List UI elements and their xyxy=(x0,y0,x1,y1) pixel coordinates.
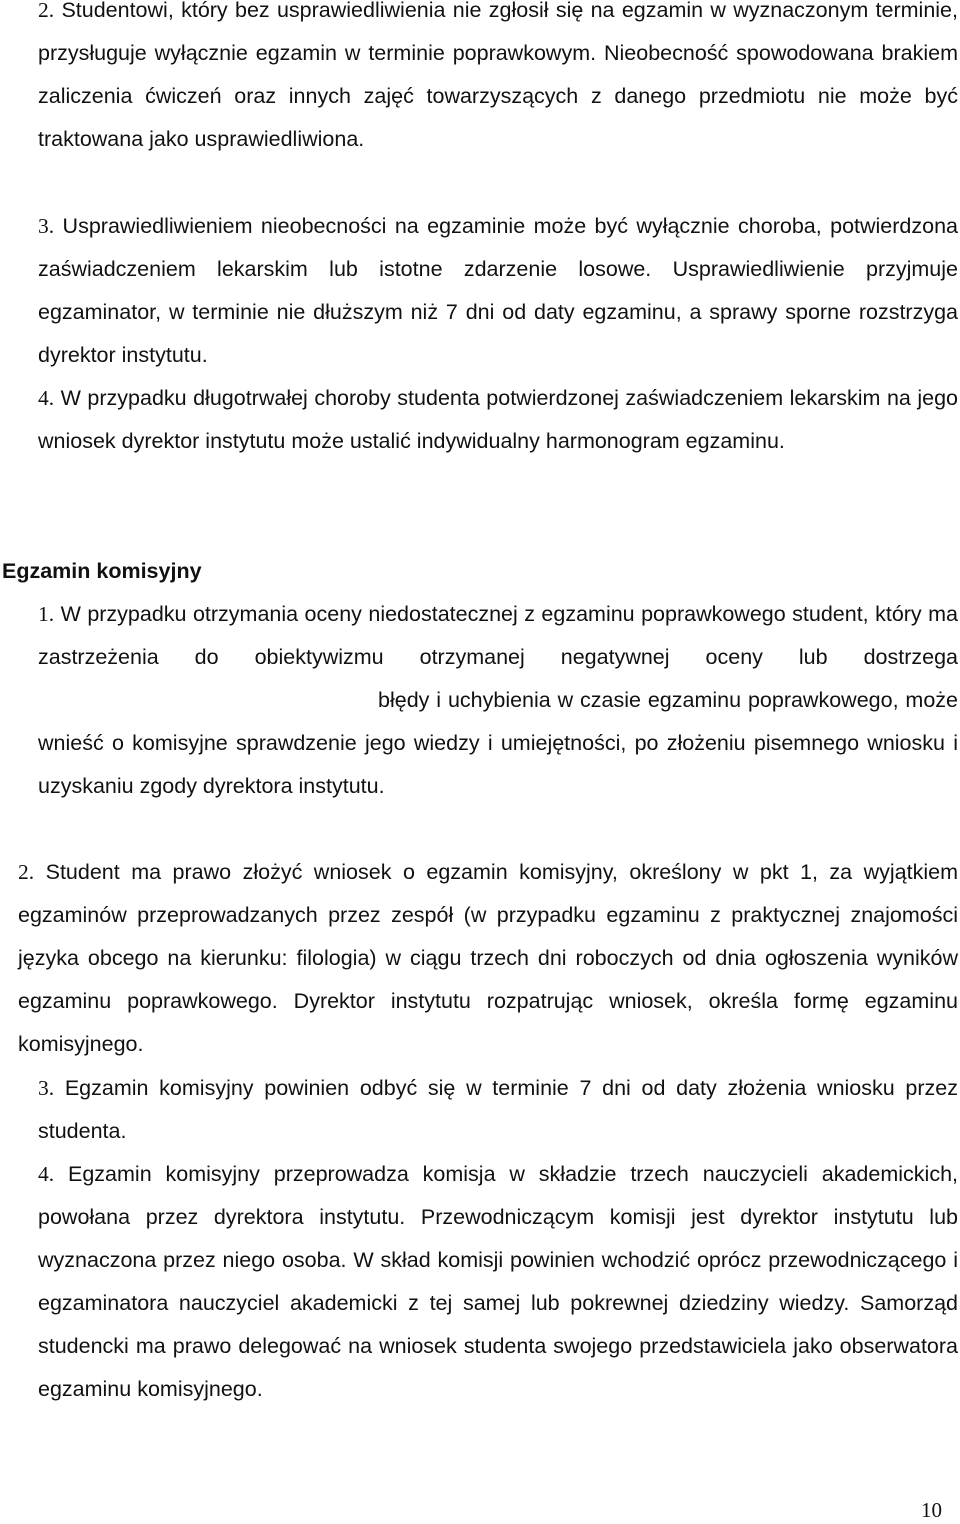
paragraph-number: 2. xyxy=(18,860,35,884)
paragraph-text: Student ma prawo złożyć wniosek o egzamin komisyjny, określony w pkt 1, za wyjątkiem egzaminów przeprowadzanych przez zespół (w przypadku egzaminu z praktycznej znajomości języka obcego na kierunku: filologia) w ciągu trzech dni roboczych od dnia ogłoszenia wyników egzaminu poprawkowego. Dyrektor instytutu rozpatrując wniosek, określa formę egzaminu komisyjnego. xyxy=(18,860,958,1056)
paragraph-number: 4. xyxy=(38,1162,55,1186)
section-heading: Egzamin komisyjny xyxy=(2,559,202,583)
page-number: 10 xyxy=(921,1498,942,1522)
paragraph-3 xyxy=(38,205,958,377)
commission-paragraph-4 xyxy=(38,1153,958,1411)
paragraph-text: i uchybienia w czasie egzaminu poprawkowego, może wnieść o komisyjne sprawdzenie jego wiedzy i umiejętności, po złożeniu pisemnego wniosku i uzyskaniu zgody dyrektora instytutu. xyxy=(38,688,958,798)
paragraph-text: Studentowi, który bez usprawiedliwienia nie zgłosił się na egzamin w wyznaczonym terminie, przysługuje wyłącznie egzamin w terminie poprawkowym. Nieobecność spowodowana brakiem zaliczenia ćwiczeń oraz innych zajęć towarzyszących z danego przedmiotu nie może być traktowana jako usprawiedliwiona. xyxy=(38,0,958,151)
paragraph-text: W przypadku otrzymania oceny niedostatecznej z egzaminu poprawkowego student, który ma zastrzeżenia do obiektywizmu otrzymanej negatywnej oceny lub dostrzega xyxy=(38,602,958,669)
paragraph-number: 4. xyxy=(38,386,55,410)
paragraph-2 xyxy=(38,0,958,161)
commission-paragraph-3 xyxy=(38,1067,958,1153)
paragraph-number: 3. xyxy=(38,1076,55,1100)
paragraph-4 xyxy=(38,377,958,463)
paragraph-text: W przypadku długotrwałej choroby studenta potwierdzonej zaświadczeniem lekarskim na jego wniosek dyrektor instytutu może ustalić indywidualny harmonogram egzaminu. xyxy=(38,386,958,453)
paragraph-number: 3. xyxy=(38,214,55,238)
commission-paragraph-1 xyxy=(38,593,958,808)
paragraph-text: Egzamin komisyjny powinien odbyć się w terminie 7 dni od daty złożenia wniosku przez studenta. xyxy=(38,1076,958,1143)
paragraph-number: 1. xyxy=(38,602,55,626)
paragraph-text: Usprawiedliwieniem nieobecności na egzaminie może być wyłącznie choroba, potwierdzona zaświadczeniem lekarskim lub istotne zdarzenie losowe. Usprawiedliwienie przyjmuje egzaminator, w terminie nie dłuższym niż 7 dni od daty egzaminu, a sprawy sporne rozstrzyga dyrektor instytutu. xyxy=(38,214,958,367)
paragraph-text: Egzamin komisyjny przeprowadza komisja w składzie trzech nauczycieli akademickich, powołana przez dyrektora instytutu. Przewodniczącym komisji jest dyrektor instytutu lub wyznaczona przez niego osoba. W skład komisji powinien wchodzić oprócz przewodniczącego i egzaminatora nauczyciel akademicki z tej samej lub pokrewnej dziedziny wiedzy. Samorząd studencki ma prawo delegować na wniosek studenta swojego przedstawiciela jako obserwatora egzaminu komisyjnego. xyxy=(38,1162,958,1401)
commission-paragraph-2 xyxy=(18,851,958,1066)
paragraph-number: 2. xyxy=(38,0,55,22)
paragraph-text: błędy xyxy=(378,688,430,712)
